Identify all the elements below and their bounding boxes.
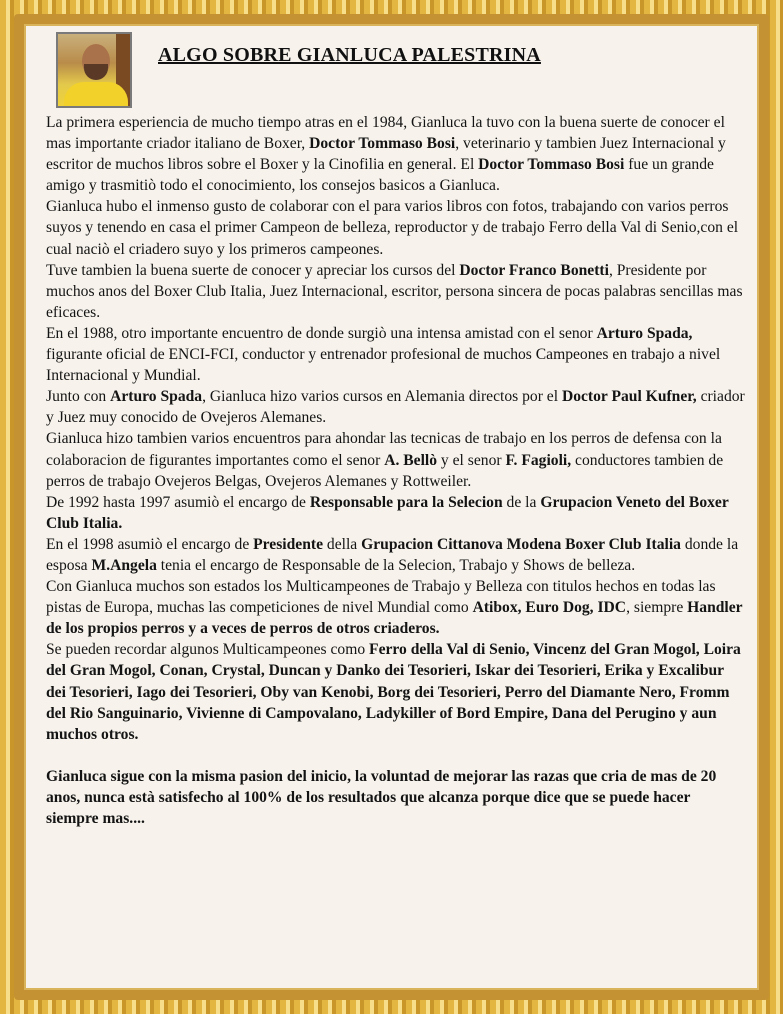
bold-text: Handler de los propios perros y a veces de perros de otros criaderos. <box>46 599 743 638</box>
text-run: , siempre <box>626 599 688 617</box>
text-run: Gianluca hizo tambien varios encuentros para ahondar las tecnicas de trabajo en los perros de defensa con la colaboracion de figurantes importantes como el senor <box>46 430 722 469</box>
bold-text: Ferro della Val di Senio, Vincenz del Gran Mogol, Loira del Gran Mogol, Conan, Crystal, Duncan y Danko dei Tesorieri, Iskar dei Tesorieri, Erika y Excalibur dei Tesorieri, Iago dei Tesorieri, Oby van Kenobi, Borg dei Tesorieri, Perro del Diamante Nero, Fromm del Rio Sanguinario, Vivienne di Campovalano, Ladykiller of Bord Empire, Dana del Perugino y aun muchos otros. <box>46 641 741 743</box>
text-run: criador y Juez muy conocido de Ovejeros Alemanes. <box>46 388 745 427</box>
paragraph <box>46 428 746 491</box>
bold-text: Atibox, Euro Dog, IDC <box>472 599 627 617</box>
text-run: , veterinario y tambien Juez Internacional y escritor de muchos libros sobre el Boxer y la Cinofilia en general. El <box>46 135 726 174</box>
text-run: della <box>323 535 362 553</box>
bold-text: Responsable para la Selecion <box>309 493 503 511</box>
bold-text: F. Fagioli, <box>505 451 572 469</box>
text-run: Con Gianluca muchos son estados los Multicampeones de Trabajo y Belleza con titulos hechos en todas las pistas de Europa, muchas las competiciones de nivel Mundial como <box>46 578 716 617</box>
paragraph <box>46 639 746 744</box>
paragraph <box>46 492 746 534</box>
portrait-photo-icon <box>56 32 132 108</box>
paragraph <box>46 260 746 323</box>
photo-beard <box>84 64 108 80</box>
text-run: donde la esposa <box>46 535 739 574</box>
text-run: De 1992 hasta 1997 asumiò el encargo de <box>46 493 310 511</box>
page-title: ALGO SOBRE GIANLUCA PALESTRINA <box>158 44 541 66</box>
text-run: En el 1998 asumiò el encargo de <box>46 535 254 553</box>
bold-text: A. Bellò <box>384 451 438 469</box>
bold-text: Arturo Spada <box>110 388 203 406</box>
bold-text: Doctor Tommaso Bosi <box>309 135 456 153</box>
text-run: fue un grande amigo y trasmitiò todo el conocimiento, los consejos basicos a Gianluca. <box>46 156 714 195</box>
paragraph-spacer <box>46 745 746 766</box>
document-page <box>24 24 759 990</box>
bold-text: Arturo Spada, <box>596 324 693 342</box>
biography-text <box>46 112 746 829</box>
text-run: figurante oficial de ENCI-FCI, conductor y entrenador profesional de muchos Campeones en trabajo a nivel Internacional y Mundial. <box>46 346 721 385</box>
bold-text: Grupacion Cittanova Modena Boxer Club Italia <box>361 535 681 553</box>
paragraph <box>46 196 746 259</box>
bold-text: Doctor Tommaso Bosi <box>478 156 625 174</box>
text-run: Junto con <box>46 388 111 406</box>
text-run: , Gianluca hizo varios cursos en Alemania directos por el <box>202 388 562 406</box>
bold-text: Presidente <box>253 535 324 553</box>
paragraph <box>46 534 746 576</box>
text-run: tenia el encargo de Responsable de la Selecion, Trabajo y Shows de belleza. <box>156 556 636 574</box>
bold-text: Doctor Paul Kufner, <box>561 388 697 406</box>
text-run: Gianluca hubo el inmenso gusto de colaborar con el para varios libros con fotos, trabajando con varios perros suyos y tenendo en casa el primer Campeon de belleza, reproductor y de trabajo Ferro della Val di Senio,con el cual naciò el criadero suyo y los primeros campeones. <box>46 198 739 258</box>
paragraph <box>46 576 746 639</box>
text-run: y el senor <box>437 451 506 469</box>
paragraph <box>46 112 746 196</box>
paragraph <box>46 323 746 386</box>
paragraph <box>46 386 746 428</box>
text-run: conductores tambien de perros de trabajo Ovejeros Belgas, Ovejeros Alemanes y Rottweiler. <box>46 451 724 490</box>
text-run: Se pueden recordar algunos Multicampeones como <box>46 641 370 659</box>
photo-shirt <box>64 82 128 108</box>
text-run: La primera esperiencia de mucho tiempo atras en el 1984, Gianluca la tuvo con la buena suerte de conocer el mas importante criador italiano de Boxer, <box>46 114 725 153</box>
text-run: , Presidente por muchos anos del Boxer Club Italia, Juez Internacional, escritor, persona sincera de pocas palabras sencillas mas eficaces. <box>46 261 743 321</box>
text-run: de la <box>502 493 541 511</box>
text-run: Tuve tambien la buena suerte de conocer y apreciar los cursos del <box>46 261 460 279</box>
bold-text: M.Angela <box>91 556 157 574</box>
closing-paragraph: Gianluca sigue con la misma pasion del inicio, la voluntad de mejorar las razas que cria de mas de 20 anos, nunca està satisfecho al 100% de los resultados que alcanza porque dice que se puede hacer siempre mas.... <box>46 767 717 827</box>
text-run: En el 1988, otro importante encuentro de donde surgiò una intensa amistad con el senor <box>46 324 597 342</box>
bold-text: Doctor Franco Bonetti <box>459 261 609 279</box>
bold-text: Grupacion Veneto del Boxer Club Italia. <box>46 493 729 532</box>
